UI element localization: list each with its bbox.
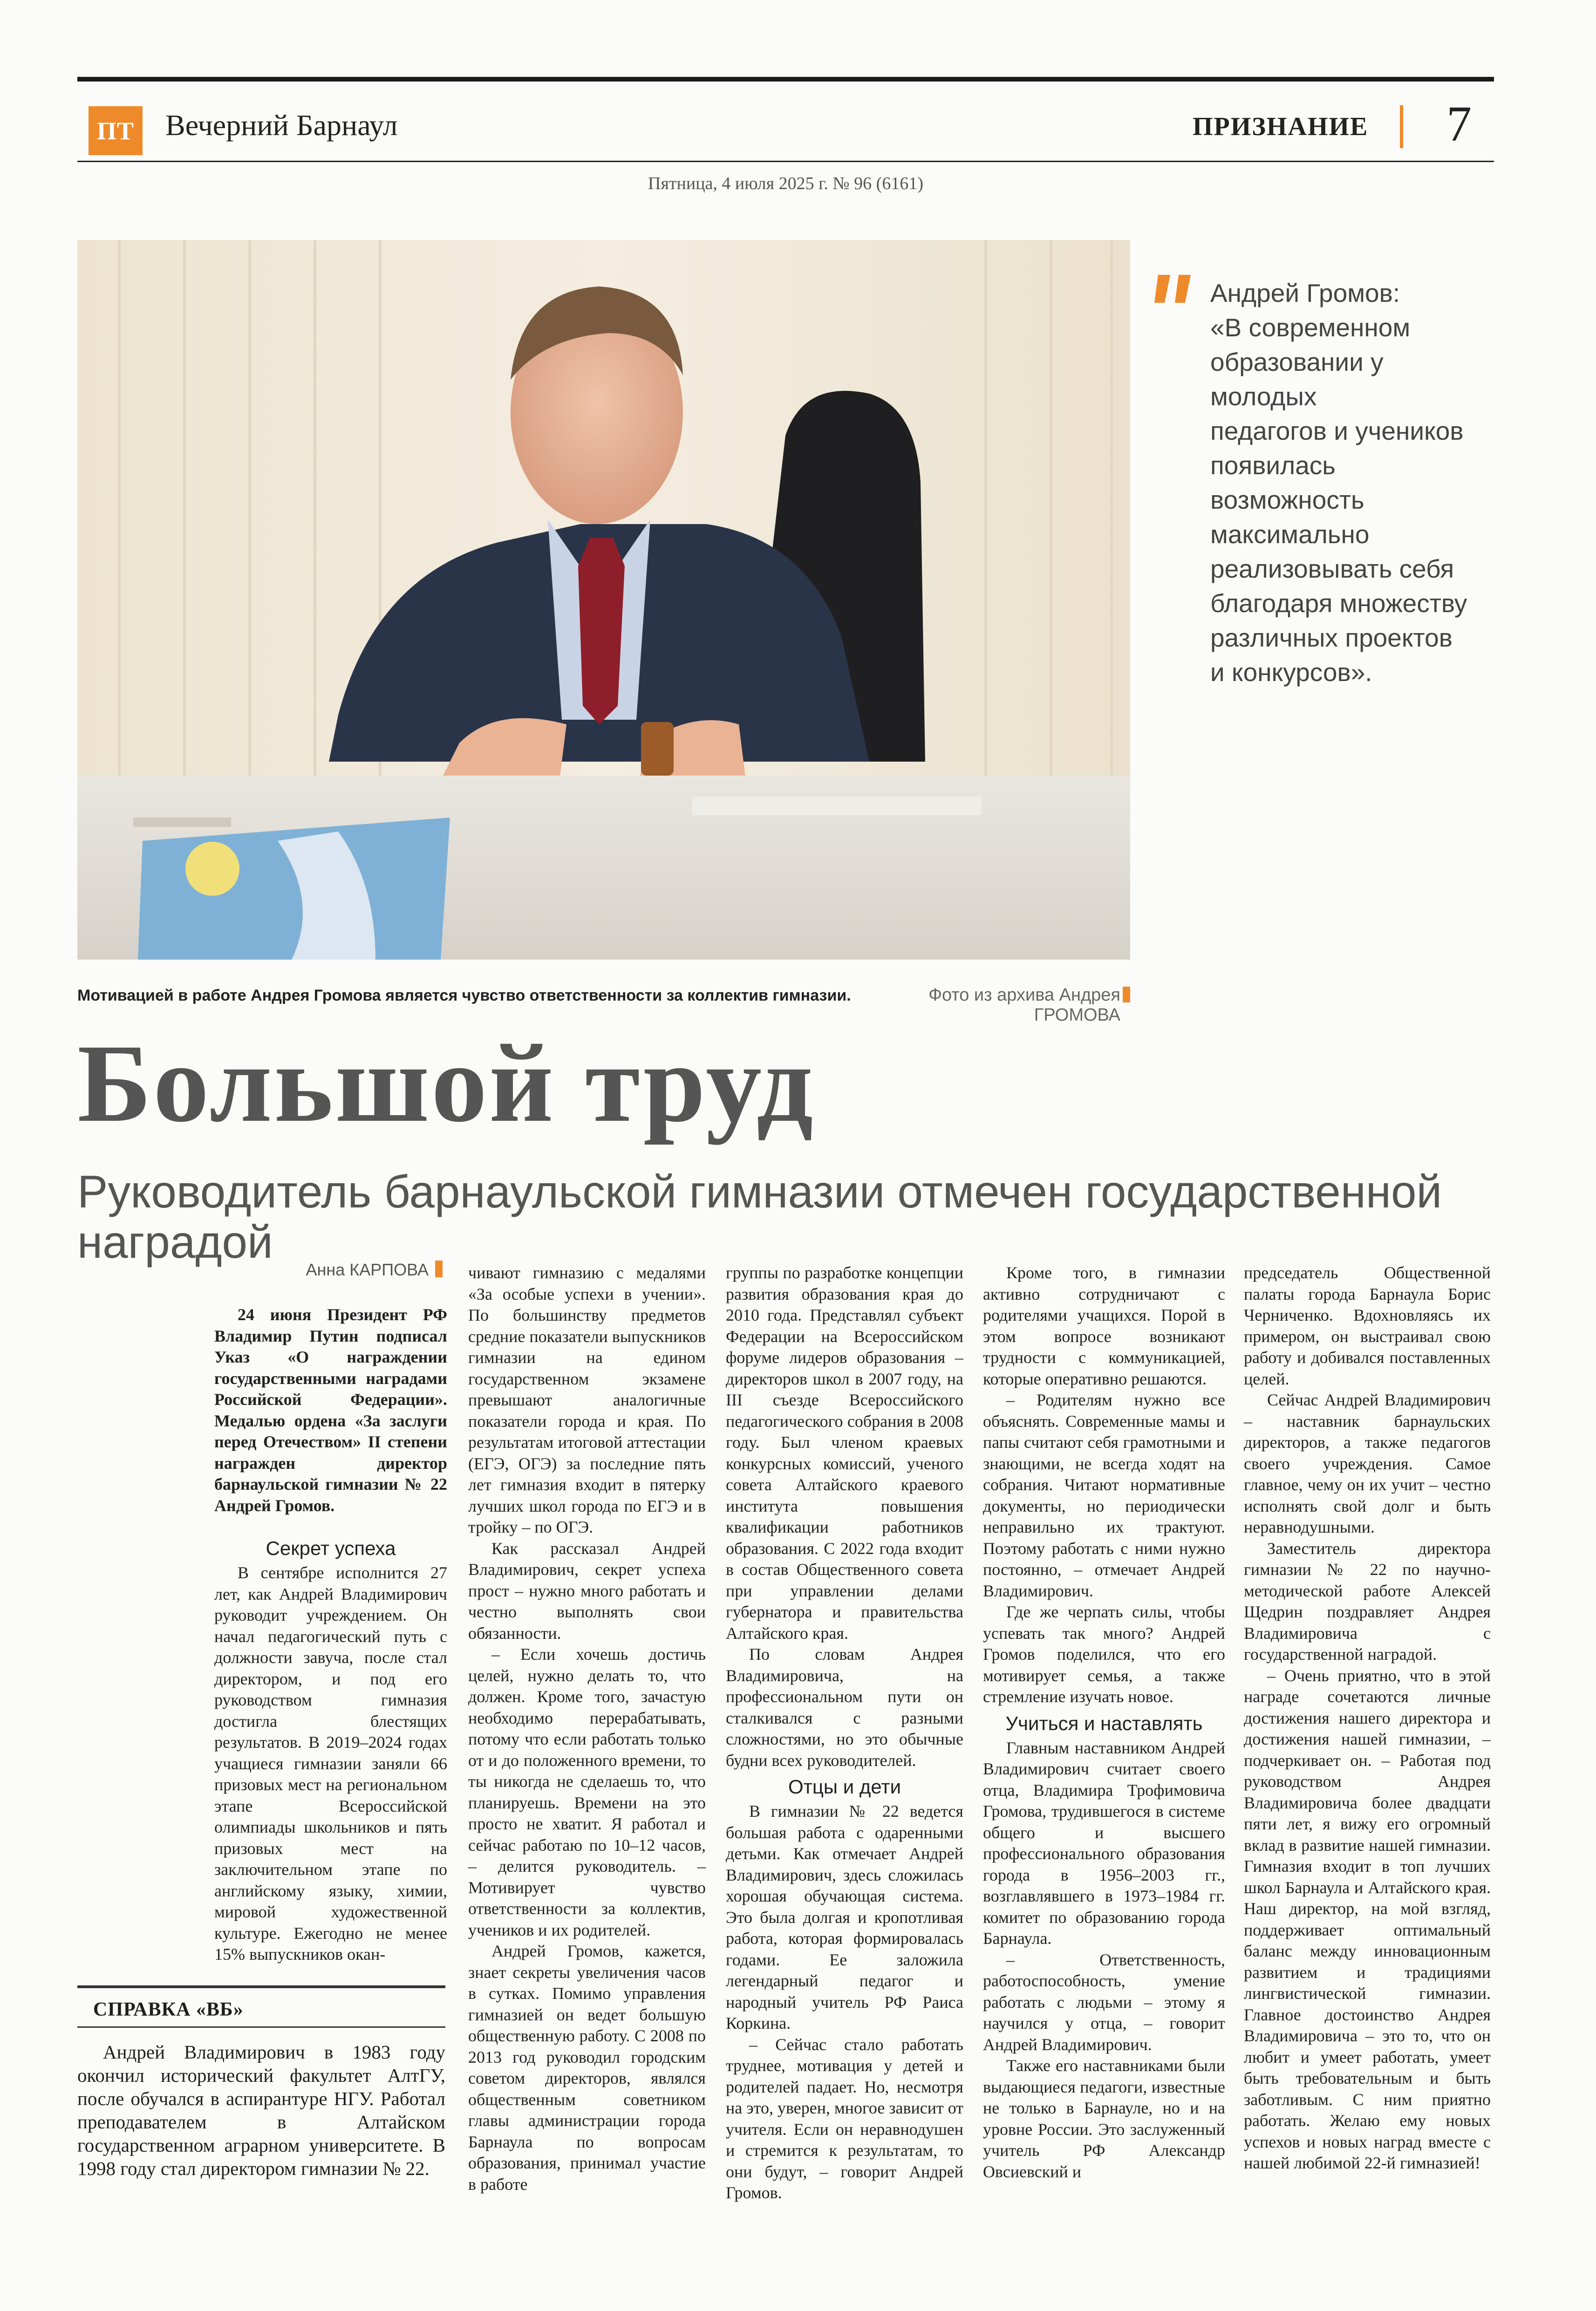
article-title: Большой труд — [77, 1021, 815, 1145]
reference-top-rule — [77, 1985, 445, 1988]
section-title: ПРИЗНАНИЕ — [1193, 112, 1369, 141]
author-byline: Анна КАРПОВА — [306, 1260, 429, 1279]
wristwatch — [641, 722, 674, 776]
credit-marker — [1123, 987, 1130, 1002]
header-separator — [1400, 105, 1403, 148]
subheading-fathers: Отцы и дети — [788, 1776, 901, 1798]
subheading-learn: Учиться и наставлять — [1005, 1712, 1203, 1734]
top-rule — [77, 77, 1494, 82]
column-1-body: Секрет успеха В сентябре исполнится 27 лет, как Андрей Владимирович руководит учреждением. Он начал педагогический путь с должности завуча, после стал директором, и под его руководством гимназия достигла блестящих результатов. В 2019–2024 годах учащиеся гимназии заняли 66 призовых мест на региональном этапе Всероссийской олимпиады школьников и пять призовых мест на заключительном этапе по английскому языку, химии, мировой художественной культуре. Ежегодно не менее 15% выпускников окан- — [214, 1537, 447, 1963]
subheading-secret: Секрет успеха — [266, 1537, 396, 1559]
paper-name[interactable]: Вечерний Барнаул — [165, 109, 398, 142]
header-rule — [77, 161, 1494, 162]
quote-mark-icon — [1154, 275, 1196, 307]
column-5: председатель Общественной палаты города Барнаула Борис Черниченко. Вдохновляясь их примером, он выстраивал свою работу и добивался поставленных целей. Сейчас Андрей Владимирович – наставник барнаульских директоров, а также педагогов своего учреждения. Самое главное, чему он их учит – честно исполнять свой долг и быть неравнодушными. Заместитель директора гимназии № 22 по научно-методической работе Алексей Щедрин поздравляет Андрея Владимировича с государственной наградой. – Очень приятно, что в этой награде сочетаются личные достижения нашего директора и достижения нашей гимназии, – подчеркивает он. – Работая под руководством Андрея Владимировича более двадцати пяти лет, я вижу его огромный вклад в развитие нашей гимназии. Гимназия входит в топ лучших школ Барнаула и Алтайского края. Наш директор, на мой взгляд, поддерживает оптимальный баланс между инновационным развитием и традициями лингвистической гимназии. Главное достоинство Андрея Владимировича – это то, что он любит и умеет работать, умеет быть требовательным и быть заботливым. С ним приятно работать. Желаю ему новых успехов и новых наград вместе с нашей любимой 22-й гимназией! — [1244, 1263, 1491, 2172]
author-marker — [435, 1261, 443, 1277]
column-1 — [214, 1304, 447, 1516]
photo-caption: Мотивацией в работе Андрея Громова является чувство ответственности за коллектив гимназии. — [77, 987, 851, 1004]
photo-credit: Фото из архива Андрея ГРОМОВА — [928, 985, 1120, 1025]
dateline: Пятница, 4 июля 2025 г. № 96 (6161) — [648, 174, 923, 193]
column-4: Кроме того, в гимназии активно сотрудничают с родителями учащихся. Порой в этом вопросе возникают трудности с коммуникацией, которые оперативно решаются. – Родителям нужно все объяснять. Современные мамы и папы считают себя грамотными и знающими, не всегда ходят на собрания. Читают нормативные документы, но периодически неправильно их трактуют. Поэтому работать с ними нужно постоянно, – отмечает Андрей Владимирович. Где же черпать силы, чтобы успевать так много? Андрей Громов поделился, что его мотивирует семья, а также стремление изучать новое. Учиться и наставлять Главным наставником Андрей Владимирович считает своего отца, Владимира Трофимовича Громова, трудившегося в системе общего и высшего профессионального образования города в 1956–2003 гг., возглавлявшего в 1973–1984 гг. комитет по образованию города Барнаула. – Ответственность, работоспособность, умение работать с людьми – этому я научился у отца, – говорит Андрей Владимирович. Также его наставниками были выдающиеся педагоги, известные не только в Барнауле, но и на уровне России. Это заслуженный учитель РФ Александр Овсиевский и — [983, 1263, 1225, 2181]
reference-title: СПРАВКА «ВБ» — [93, 1999, 244, 2020]
portrait-photo — [77, 240, 1130, 960]
lead-paragraph: 24 июня Президент РФ Владимир Путин подписал Указ «О награждении государственными наградами Российской Федерации». Медалью ордена «За заслуги перед Отечеством» II степени награжден директор барнаульской гимназии № 22 Андрей Громов. — [214, 1305, 447, 1515]
pull-quote: Андрей Громов: «В современном образовании у молодых педагогов и учеников появилась возможность максимально реализовывать себя благодаря множеству различных проектов и конкурсов». — [1210, 279, 1467, 687]
reference-rule — [77, 2026, 445, 2028]
column-3: группы по разработке концепции развития образования края до 2010 года. Представлял субъект Федерации на Всероссийском форуме лидеров образования – директоров школ в 2007 году, на III съезде Всероссийского педагогического собрания в 2008 году. Был членом краевых конкурсных комиссий, ученого совета Алтайского краевого института повышения квалификации работников образования. С 2022 года входит в состав Общественного совета при управлении делами губернатора и правительства Алтайского края. По словам Андрея Владимировича, на профессиональном пути он сталкивался с разными сложностями, но это обычные будни всех руководителей. Отцы и дети В гимназии № 22 ведется большая работа с одаренными детьми. Как отмечает Андрей Владимирович, здесь сложилась хорошая обучающая система. Это была долгая и кропотливая работа, которая формировалась годами. Ее заложила легендарный педагог и народный учитель РФ Раиса Коркина. – Сейчас стало работать труднее, мотивация у детей и родителей падает. Но, несмотря на это, уверен, многое зависит от учителя. Если он неравнодушен и стремится к результатам, то они будут, – говорит Андрей Громов. — [726, 1263, 963, 2202]
column-2: чивают гимназию с медалями «За особые успехи в учении». По большинству предметов средние показатели выпускников гимназии на едином государственном экзамене превышают аналогичные показатели города и края. По результатам итоговой аттестации (ЕГЭ, ОГЭ) за последние пять лет гимназия входит в пятерку лучших школ города по ЕГЭ и в тройку – по ОГЭ. Как рассказал Андрей Владимирович, секрет успеха прост – нужно много работать и честно выполнять свои обязанности. – Если хочешь достичь целей, нужно делать то, что должен. Кроме того, зачастую необходимо перерабатывать, потому что если работать только от и до положенного времени, то ты никогда не сделаешь то, что планируешь. Времени на это просто не хватит. Я работал и сейчас работаю по 10–12 часов, – делится руководитель. – Мотивирует чувство ответственности за коллектив, учеников и их родителей. Андрей Громов, кажется, знает секреты увеличения часов в сутках. Помимо управления гимназией он ведет большую общественную работу. С 2008 по 2013 год руководил городским советом директоров, являлся общественным советником главы администрации города Барнаула по вопросам образования, принимал участие в работе — [468, 1263, 706, 2194]
paper-logo[interactable]: ПТ — [89, 106, 143, 155]
reference-text: Андрей Владимирович в 1983 году окончил исторический факультет АлтГУ, после обучался в аспирантуре НГУ. Работал преподавателем в Алтайском государственном аграрном университете. В 1998 году стал директором гимназии № 22. — [77, 2041, 445, 2179]
page-number: 7 — [1446, 96, 1472, 152]
article-subtitle: Руководитель барнаульской гимназии отмечен государственной наградой — [77, 1166, 1442, 1268]
necktie — [578, 538, 625, 724]
